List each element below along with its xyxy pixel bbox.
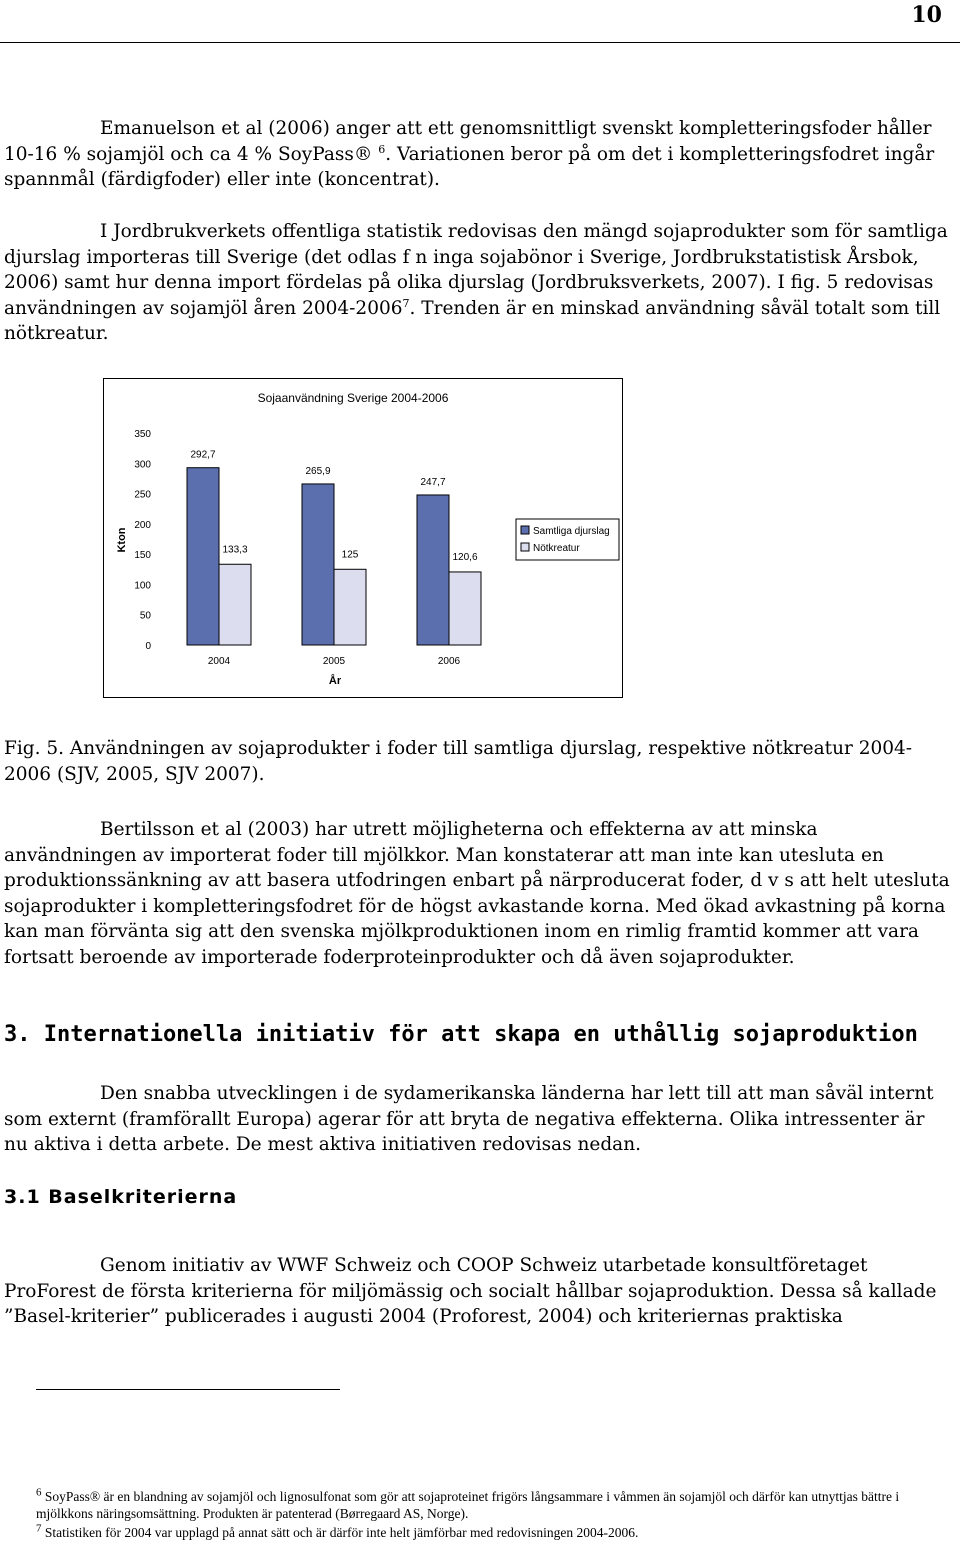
y-tick-label: 50 [139, 610, 151, 622]
y-tick-label: 0 [145, 641, 151, 652]
paragraph-3 [4, 817, 954, 970]
paragraph-4 [4, 1081, 954, 1158]
paragraph-1-text: Emanuelson et al (2006) anger att ett genomsnittligt svenskt kompletteringsfoder håller 10-16 % sojamjöl och ca 4 % SoyPass® [4, 118, 932, 165]
data-label: 120,6 [452, 551, 478, 563]
data-label: 292,7 [190, 449, 216, 461]
y-tick-label: 200 [134, 519, 151, 531]
legend-swatch [521, 543, 529, 551]
footnote-6-text: SoyPass® är en blandning av sojamjöl och lignosulfonat som gör att sojaproteinet frigörs långsammare i våmmen än sojamjöl och därför kan utnyttjas bättre i mjölkkons näringsomsättning. Produkten är patenterad (Børregaard AS, Norge). [36, 1489, 900, 1521]
bar-samtliga-2006 [417, 495, 449, 645]
paragraph-5-text: Genom initiativ av WWF Schweiz och COOP Schweiz utarbetade konsultföretaget ProForest de första kriterierna för miljömässig och socialt hållbar sojaproduktion. Dessa så kallade ”Basel-kriterier” publicerades i augusti 2004 (Proforest, 2004) och kriteriernas praktiska [4, 1255, 937, 1327]
y-axis-label: Kton [116, 527, 128, 553]
x-tick-label: 2006 [437, 656, 461, 667]
chart-svg [103, 378, 623, 698]
paragraph-2 [4, 219, 954, 347]
x-tick-label: 2004 [207, 656, 231, 667]
y-tick-label: 100 [134, 580, 151, 592]
paragraph-5 [4, 1253, 954, 1330]
footnote-7-text: Statistiken för 2004 var upplagd på annat sätt och är därför inte helt jämförbar med redovisningen 2004-2006. [44, 1525, 639, 1540]
bar-notkreatur-2005 [334, 569, 366, 645]
paragraph-2-rest: . Trenden är en minskad användning såväl totalt som till nötkreatur. [4, 297, 941, 344]
y-tick-label: 250 [134, 489, 151, 501]
section-heading-3: 3. Internationella initiativ för att skapa en uthållig sojaproduktion [4, 1022, 918, 1047]
section-heading-3-1: 3.1 Baselkriterierna [4, 1186, 238, 1208]
paragraph-2-text: I Jordbrukverkets offentliga statistik redovisas den mängd sojaprodukter som för samtliga djurslag importeras till Sverige (det odlas f n inga sojabönor i Sverige, Jordbrukstatistisk Årsbok, 2006) samt hur denna import fördelas på olika djurslag (Jordbruksverkets, 2007). I fig. 5 redovisas användningen av sojamjöl åren 2004-2006 [4, 221, 948, 319]
paragraph-1-rest: . Variationen beror på om det i kompletteringsfodret ingår spannmål (färdigfoder) eller inte (koncentrat). [4, 143, 935, 190]
footnote-7-number: 7 [36, 1522, 42, 1535]
x-axis-label: År [328, 675, 342, 687]
header-rule [0, 42, 960, 43]
y-tick-label: 150 [134, 550, 151, 562]
paragraph-3-text: Bertilsson et al (2003) har utrett möjligheterna och effekterna av att minska användningen av importerat foder till mjölkkor. Man konstaterar att man inte kan utesluta en produktionssänkning av att basera utfodringen enbart på närproducerat foder, d v s att helt utesluta sojaprodukter i kompletteringsfodret för de högst avkastande korna. Med ökad avkastning på korna kan man förvänta sig att den svenska mjölkproduktionen inom en rimlig framtid kommer att vara fortsatt beroende av importerade foderproteinprodukter och då även sojaprodukter. [4, 819, 950, 968]
page-number: 10 [911, 2, 942, 28]
legend-entry: Nötkreatur [533, 543, 580, 554]
paragraph-4-text: Den snabba utvecklingen i de sydamerikanska länderna har lett till att man såväl internt som externt (framförallt Europa) agerar för att bryta de negativa effekterna. Olika intressenter är nu aktiva i detta arbete. De mest aktiva initiativen redovisas nedan. [4, 1083, 934, 1155]
x-tick-label: 2005 [322, 656, 346, 667]
paragraph-1 [4, 116, 954, 193]
legend-swatch [521, 526, 529, 534]
bar-samtliga-2005 [302, 484, 334, 645]
footnote-separator [36, 1389, 340, 1390]
footnote-6 [36, 1488, 946, 1522]
bar-notkreatur-2004 [219, 564, 251, 645]
data-label: 125 [341, 549, 359, 561]
data-label: 133,3 [222, 544, 248, 556]
figure-caption: Fig. 5. Användningen av sojaprodukter i foder till samtliga djurslag, respektive nötkreatur 2004-2006 (SJV, 2005, SJV 2007). [4, 738, 913, 785]
footnote-ref-6[interactable]: 6 [378, 142, 386, 156]
data-label: 265,9 [305, 465, 331, 477]
chart-figure-5 [103, 378, 623, 698]
footnote-ref-7[interactable]: 7 [402, 296, 410, 310]
bar-samtliga-2004 [187, 468, 219, 645]
footnote-6-number: 6 [36, 1486, 42, 1499]
y-tick-label: 300 [134, 459, 151, 471]
bar-notkreatur-2006 [449, 572, 481, 645]
chart-title: Sojaanvändning Sverige 2004-2006 [257, 391, 449, 405]
footnote-7 [36, 1524, 946, 1541]
y-tick-label: 350 [134, 429, 151, 440]
legend-entry: Samtliga djurslag [533, 526, 610, 537]
data-label: 247,7 [420, 476, 446, 488]
